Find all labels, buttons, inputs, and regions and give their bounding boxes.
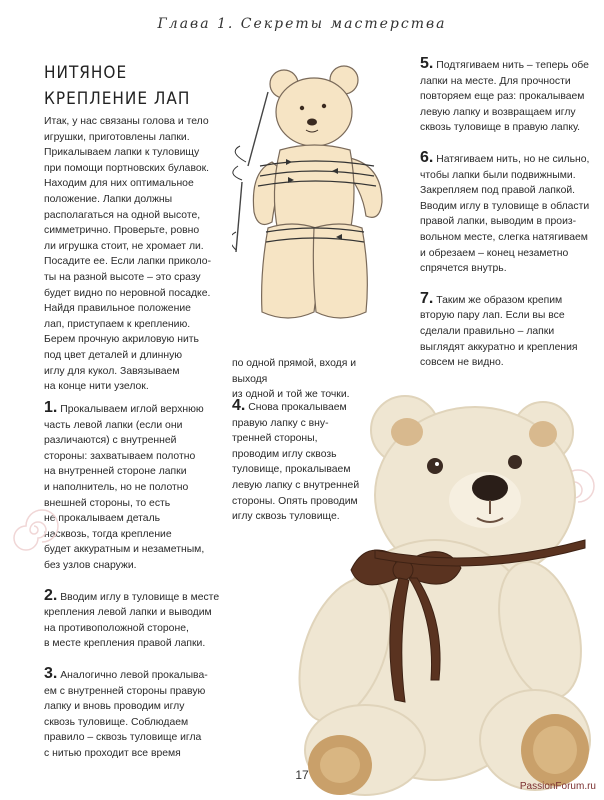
text-line: располагаться на одной высоте, [44, 209, 201, 221]
step-number: 2. [44, 586, 58, 604]
step-5 [420, 56, 590, 136]
steps-left [44, 400, 226, 761]
text-line: левую лапку и возвращаем иглу [420, 106, 576, 118]
text-line: стороны. Опять проводим [232, 495, 358, 507]
text-line: сквозь туловище в правую лапку. [420, 122, 581, 134]
text-line: Прикалываем лапки к туловищу [44, 147, 200, 159]
text-line: Натягиваем нить, но не сильно, [436, 153, 590, 165]
text-line: совсем не видно. [420, 357, 504, 369]
text-line: Найдя правильное положение [44, 303, 191, 315]
steps-right [420, 56, 590, 371]
text-line: внешней стороны, то есть [44, 497, 171, 509]
text-line: часть левой лапки (если они [44, 419, 183, 431]
text-line: левую лапку с внутренней [232, 479, 360, 491]
text-line: крепления левой лапки и выводим [44, 607, 212, 619]
text-line: спрячется внутрь. [420, 263, 507, 275]
text-line: Итак, у нас связаны голова и тело [44, 116, 209, 127]
page-number: 17 [295, 768, 309, 782]
step-7 [420, 291, 590, 371]
text-line: на противоположной стороне, [44, 622, 189, 634]
text-line: ем с внутренней стороны правую [44, 685, 206, 697]
text-line: лапку и вновь проводим иглу [44, 701, 185, 713]
stitch-diagram [232, 62, 402, 332]
step-number: 4. [232, 397, 246, 414]
text-line: Находим для них оптимальное [44, 178, 194, 190]
text-line: сделали правильно – лапки [420, 325, 555, 337]
text-line: иглу для кукол. Завязываем [44, 365, 180, 377]
text-line: Закрепляем под правой лапкой. [420, 185, 576, 197]
step-number: 5. [420, 55, 434, 72]
text-line: из одной и той же точки. [232, 389, 350, 401]
watermark: PassionForum.ru [519, 781, 596, 792]
text-line: Вводим иглу в туловище в области [420, 200, 590, 212]
text-line: Посадите ее. Если лапки приколо- [44, 256, 212, 268]
text-line: без узлов снаружи. [44, 559, 137, 571]
text-line: правило – сквозь туловище игла [44, 732, 202, 744]
teddy-bear-photo [285, 380, 604, 800]
step-1 [44, 400, 226, 574]
text-line: игрушки, приготовлены лапки. [44, 131, 190, 143]
text-line: положение. Лапки должны [44, 193, 173, 205]
text-line: Аналогично левой прокалыва- [60, 669, 208, 681]
text-line: лапки на месте. Для прочности [420, 75, 571, 87]
text-line: Вводим иглу в туловище в месте [60, 591, 220, 603]
text-line: повторяем еще раз: прокалываем [420, 91, 585, 103]
text-line: по одной прямой, входя и выходя [232, 358, 357, 385]
text-line: вторую пару лап. Если вы все [420, 310, 565, 322]
text-line: будет аккуратным и незаметным, [44, 544, 205, 556]
text-line: и обрезаем – конец незаметно [420, 247, 569, 259]
text-line: правую лапку с вну- [232, 417, 329, 429]
text-line: Подтягиваем нить – теперь обе [436, 60, 589, 71]
text-line: под цвет деталей и длинную [44, 349, 183, 361]
text-line: тренней стороны, [232, 433, 318, 445]
text-line: с нитью проходит все время [44, 747, 181, 759]
intro-text [44, 114, 226, 395]
text-line: симметрично. Проверьте, ровно [44, 225, 200, 237]
step-number: 1. [44, 399, 58, 416]
title-line-1: НИТЯНОЕ [44, 63, 128, 83]
ear-inner [529, 421, 557, 447]
swirl-decoration-left [4, 500, 64, 560]
thread-icon [232, 146, 246, 250]
text-line: на конце нити узелок. [44, 381, 149, 393]
text-line: правой лапки, выводим в произ- [420, 216, 577, 228]
text-line: на внутренней стороне лапки [44, 466, 187, 478]
step-2 [44, 588, 226, 652]
text-line: Прокалываем иглой верхнюю [60, 404, 204, 415]
title-line-2: КРЕПЛЕНИЕ ЛАП [44, 89, 191, 109]
text-line: выглядят аккуратно и крепления [420, 341, 578, 353]
text-line: не прокалываем деталь [44, 513, 161, 525]
text-line: сквозь туловище. Соблюдаем [44, 716, 189, 728]
text-line: стороны: захватываем полотно [44, 450, 196, 462]
text-line: Берем прочную акриловую нить [44, 334, 199, 346]
step-number: 7. [420, 289, 434, 307]
text-line: чтобы лапки были подвижными. [420, 169, 576, 181]
text-line: лап, приступаем к креплению. [44, 318, 191, 330]
step-number: 3. [44, 664, 58, 682]
text-line: при помощи портновских булавок. [44, 162, 210, 174]
text-line: ли игрушка стоит, не хромает ли. [44, 240, 204, 252]
text-line: различаются) с внутренней [44, 435, 177, 447]
text-line: иглу сквозь туловище. [232, 511, 340, 523]
text-line: ты на разной высоте – это сразу [44, 271, 201, 283]
text-line: вольном месте, слегка натягиваем [420, 231, 588, 243]
chapter-header: Глава 1. Секреты мастерства [157, 16, 447, 32]
text-line: Таким же образом крепим [436, 294, 563, 306]
section-title [44, 60, 190, 112]
step-number: 6. [420, 148, 434, 166]
step-3 [44, 666, 226, 762]
bear-outline-drawing [253, 66, 382, 318]
ear-inner [391, 418, 423, 446]
text-line: в месте крепления правой лапки. [44, 638, 206, 650]
text-line: проводим иглу сквозь [232, 448, 337, 460]
text-line: Снова прокалываем [248, 402, 347, 413]
step-6 [420, 150, 590, 277]
text-line: будет видно по неровной посадке. [44, 287, 211, 299]
text-line: туловище, прокалываем [232, 464, 351, 476]
text-line: насквозь, тогда крепление [44, 528, 172, 540]
text-line: и наполнитель, но не полотно [44, 481, 189, 493]
